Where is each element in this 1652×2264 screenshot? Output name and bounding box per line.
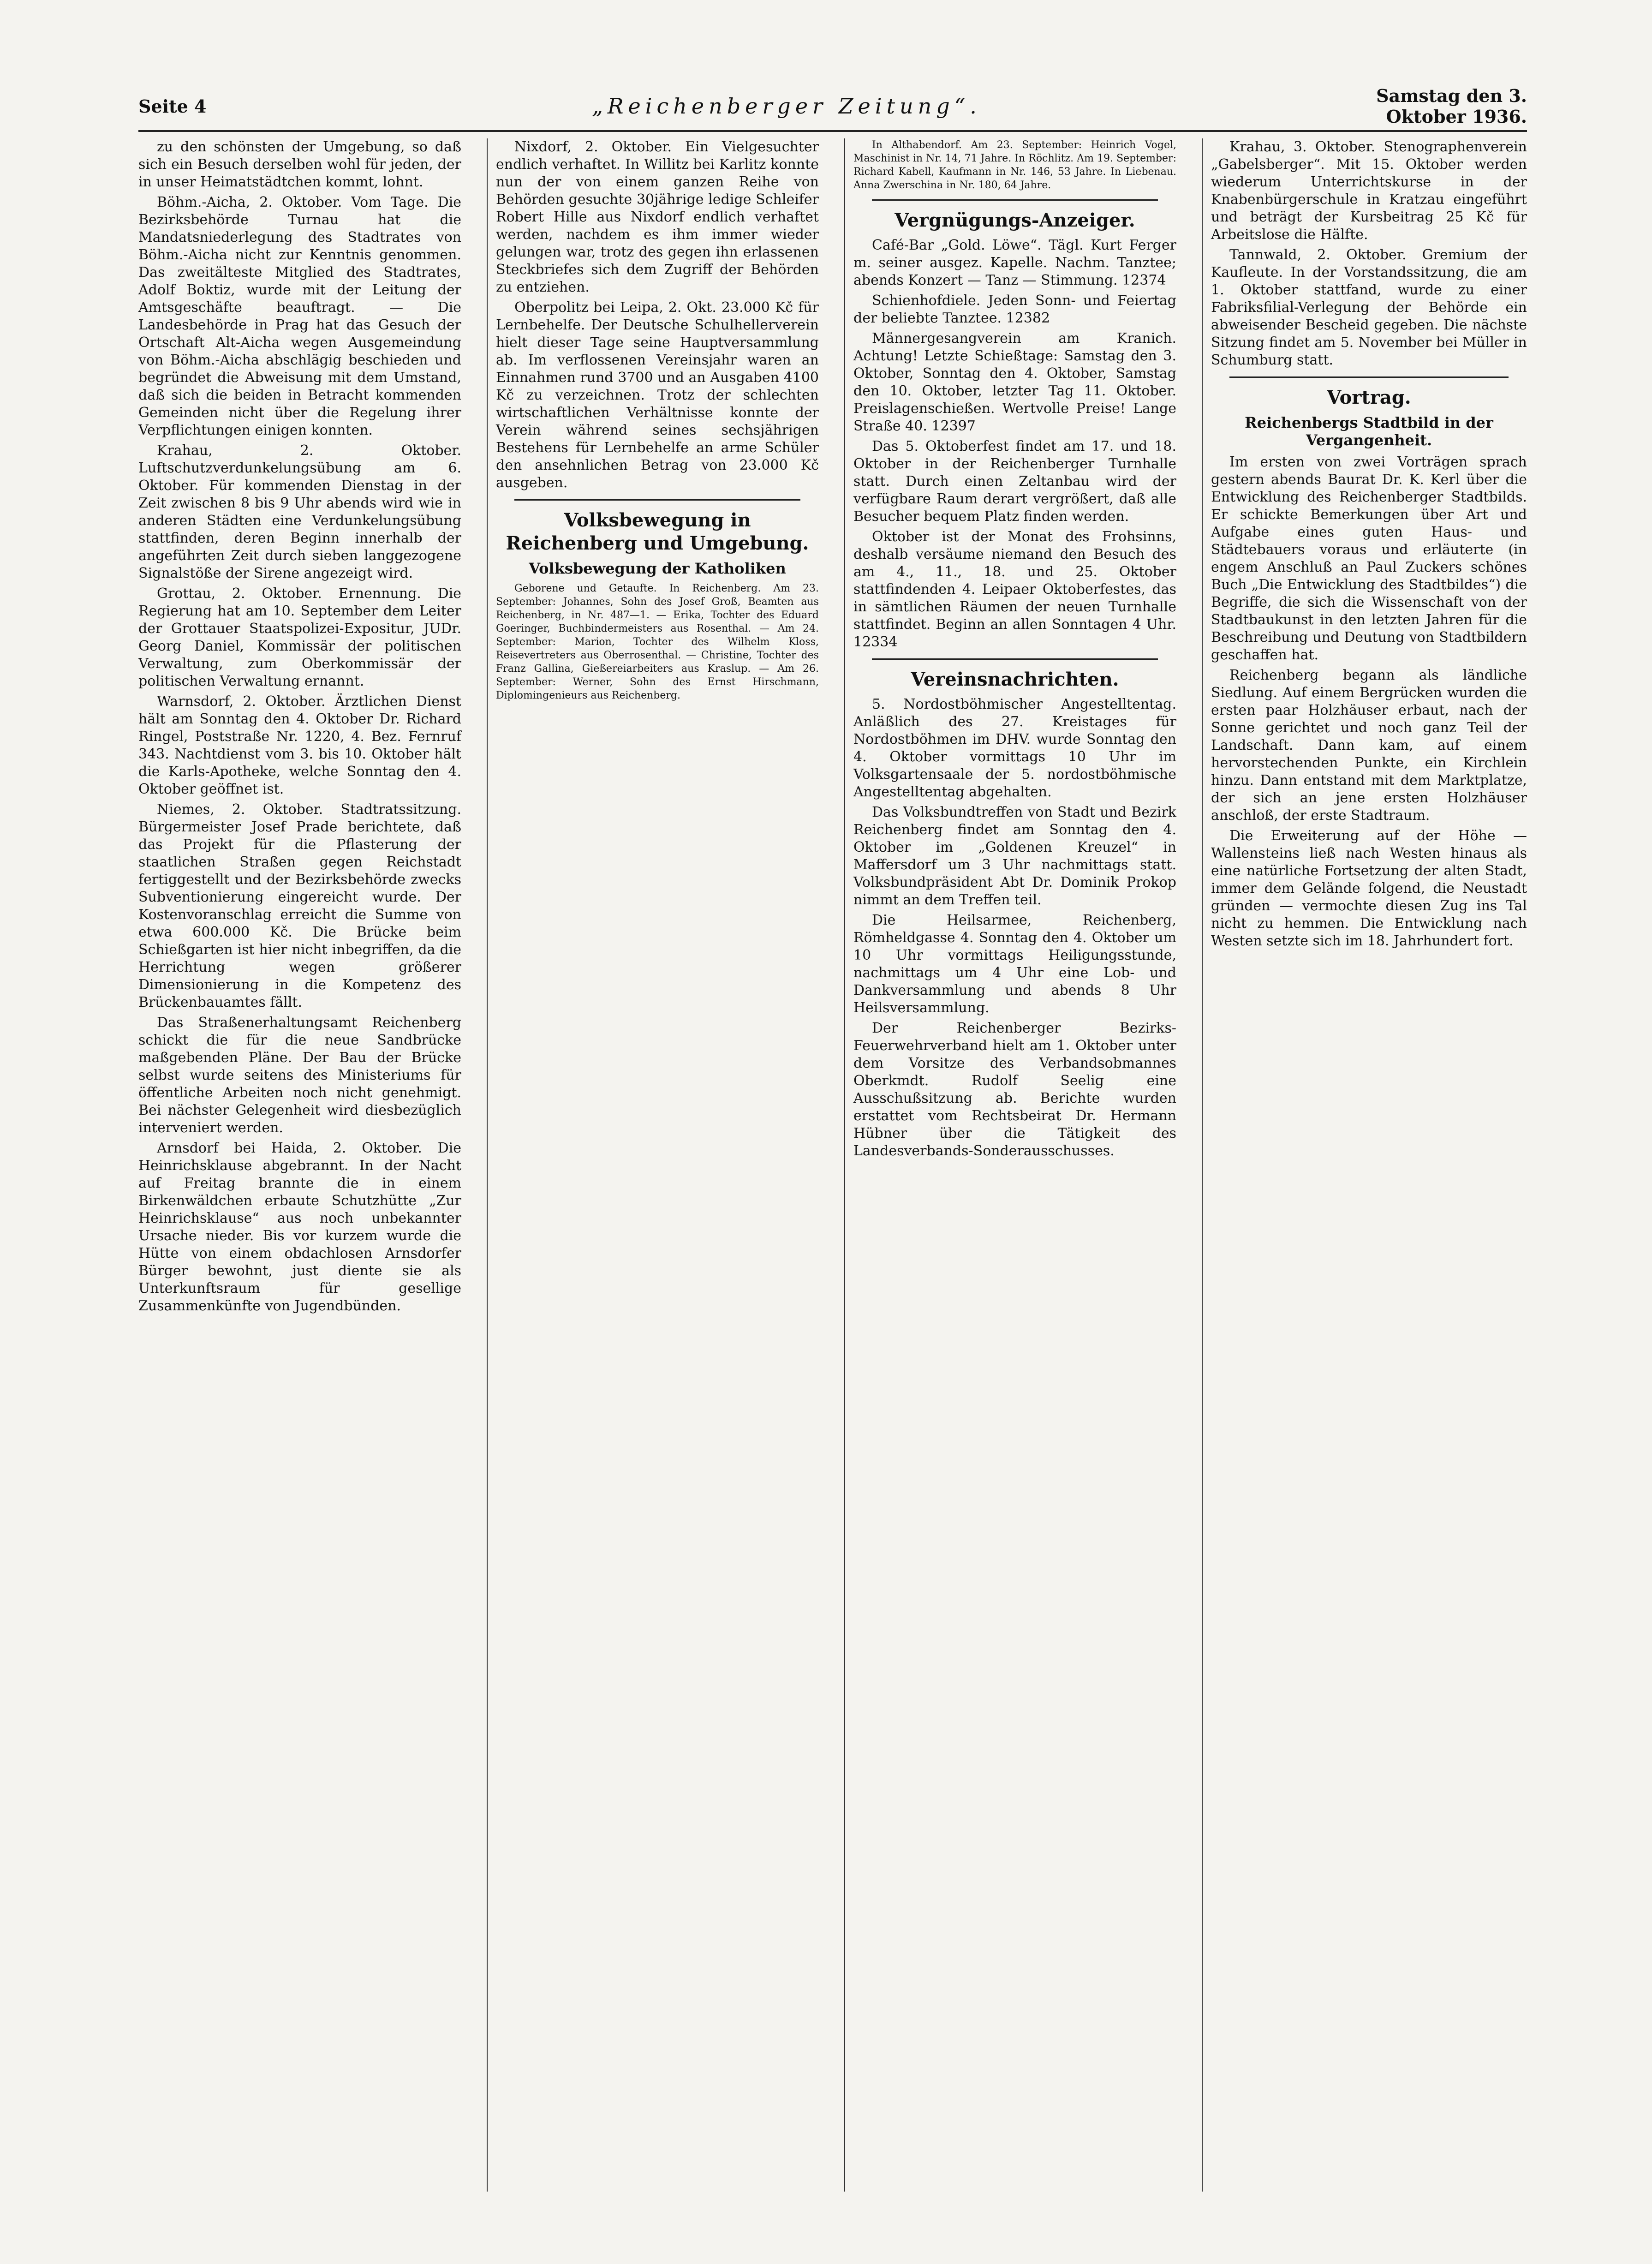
section-divider: [872, 658, 1158, 660]
article: Das Straßenerhaltungsamt Reichenberg schickt die für die neue Sandbrücke maßgebenden Pläne. Der Bau der Brücke selbst wurde seitens des Ministeriums für öffentliche Arbeiten noch nicht genehmigt. Bei nächster Gelegenheit wird diesbezüglich interveniert werden.: [138, 1015, 461, 1136]
vital-statistics: Geborene und Getaufte. In Reichenberg. Am 23. September: Johannes, Sohn des Josef Groß, Beamten aus Reichenberg, in Nr. 487—1. — Erika, Tochter des Eduard Goeringer, Buchbindermeisters aus Rosenthal. — Am 24. September: Marion, Tochter des Wilhelm Kloss, Reisevertreters aus Oberrosenthal. — Christine, Tochter des Franz Gallina, Gießereiarbeiters aus Kraslup. — Am 26. September: Werner, Sohn des Ernst Hirschmann, Diplomingenieurs aus Reichenberg.: [496, 583, 819, 701]
section-divider: [872, 199, 1158, 201]
article: Der Reichenberger Bezirks-Feuerwehrverband hielt am 1. Oktober unter dem Vorsitze des Verbandsobmannes Oberkmdt. Rudolf Seelig eine Ausschußsitzung ab. Berichte wurden erstattet vom Rechtsbeirat Dr. Hermann Hübner über die Tätigkeit des Landesverbands-Sonderausschusses.: [853, 1020, 1176, 1159]
advertisement: Das 5. Oktoberfest findet am 17. und 18. Oktober in der Reichenberger Turnhalle statt. Durch einen Zeltanbau wird der verfügbare Raum derart vergrößert, daß alle Besucher bequem Platz finden werden.: [853, 438, 1176, 525]
advertisement: Schienhofdiele. Jeden Sonn- und Feiertag der beliebte Tanztee. 12382: [853, 293, 1176, 326]
article: Warnsdorf, 2. Oktober. Ärztlichen Dienst hält am Sonntag den 4. Oktober Dr. Richard Ringel, Poststraße Nr. 1220, 4. Bez. Fernruf 343. Nachtdienst vom 3. bis 10. Oktober hält die Karls-Apotheke, welche Sonntag den 4. Oktober geöffnet ist.: [138, 693, 461, 797]
issue-date: Samstag den 3. Oktober 1936.: [1376, 85, 1527, 127]
article: Nixdorf, 2. Oktober. Ein Vielgesuchter endlich verhaftet. In Willitz bei Karlitz konnte nun der von einem ganzen Reihe von Behörden gesuchte 30jährige ledige Schleifer Robert Hille aus Nixdorf endlich verhaftet werden, nachdem es ihm immer wieder gelungen war, trotz des gegen ihn erlassenen Steckbriefes sich dem Zugriff der Behörden zu entziehen.: [496, 139, 819, 295]
section-heading: Vereinsnachrichten.: [911, 669, 1119, 690]
column-divider: [487, 138, 488, 2192]
article: zu den schönsten der Umgebung, so daß sich ein Besuch derselben wohl für jeden, der in unser Heimatstädtchen kommt, lohnt.: [138, 139, 461, 190]
article: Niemes, 2. Oktober. Stadtratssitzung. Bürgermeister Josef Prade berichtete, daß das Projekt für die Pflasterung der staatlichen Straßen gegen Reichstadt fertiggestellt und der Bezirksbehörde zwecks Subventionierung eingereicht wurde. Der Kostenvoranschlag erreicht die Summe von etwa 600.000 Kč. Die Brücke beim Schießgarten ist hier nicht inbegriffen, da die Herrichtung wegen größerer Dimensionierung in die Kompetenz des Brückenbauamtes fällt.: [138, 801, 461, 1010]
column-2: [496, 138, 819, 705]
advertisement: Männergesangverein am Kranich. Achtung! Letzte Schießtage: Samstag den 3. Oktober, Sonntag den 4. Oktober, Samstag den 10. Oktober, letzter Tag 11. Oktober. Preislagenschießen. Wertvolle Preise! Lange Straße 40. 12397: [853, 330, 1176, 434]
column-3: [853, 138, 1176, 1163]
section-heading: Vortrag.: [1327, 387, 1411, 408]
article: Böhm.-Aicha, 2. Oktober. Vom Tage. Die Bezirksbehörde Turnau hat die Mandatsniederlegung des Stadtrates von Böhm.-Aicha nicht zur Kenntnis genommen. Das zweitälteste Mitglied des Stadtrates, Adolf Boktiz, wurde mit der Leitung der Amtsgeschäfte beauftragt. — Die Landesbehörde in Prag hat das Gesuch der Ortschaft Alt-Aicha wegen Ausgemeindung von Böhm.-Aicha abschlägig beschieden und begründet die Abweisung mit dem Umstand, daß sich die beiden in Betracht kommenden Gemeinden nicht über die Regelung ihrer Verpflichtungen einigen konnten.: [138, 194, 461, 438]
section-heading: Volksbewegung in Reichenberg und Umgebung.: [506, 509, 809, 554]
section-divider: [1229, 376, 1509, 378]
page-number: Seite 4: [138, 96, 207, 117]
article: Grottau, 2. Oktober. Ernennung. Die Regierung hat am 10. September dem Leiter der Grottauer Staatspolizei-Expositur, JUDr. Georg Daniel, Kommissär der politischen Verwaltung, zum Oberkommissär der politischen Verwaltung ernannt.: [138, 585, 461, 689]
article: Arnsdorf bei Haida, 2. Oktober. Die Heinrichsklause abgebrannt. In der Nacht auf Freitag brannte die in einem Birkenwäldchen erbaute Schutzhütte „Zur Heinrichsklause“ aus noch unbekannter Ursache nieder. Bis vor kurzem wurde die Hütte von einem obdachlosen Arnsdorfer Bürger bewohnt, just diente sie als Unterkunftsraum für gesellige Zusammenkünfte von Jugendbünden.: [138, 1140, 461, 1314]
page-header: [138, 85, 1527, 127]
article: Oberpolitz bei Leipa, 2. Okt. 23.000 Kč für Lernbehelfe. Der Deutsche Schulhellerverein hielt dieser Tage seine Hauptversammlung ab. Im verflossenen Vereinsjahr waren an Einnahmen rund 3700 und an Ausgaben 4100 Kč zu verzeichnen. Trotz der schlechten wirtschaftlichen Verhältnisse konnte der Verein während seines sechsjährigen Bestehens für Lernbehelfe an arme Schüler den ansehnlichen Betrag von 23.000 Kč ausgeben.: [496, 299, 819, 491]
article: Die Erweiterung auf der Höhe — Wallensteins ließ nach Westen hinaus als eine natürliche Fortsetzung der alten Stadt, immer dem Gelände folgend, die Neustadt gründen — vermochte diesen Zug ins Tal nicht zu hemmen. Die Entwicklung nach Westen setzte sich im 18. Jahrhundert fort.: [1211, 828, 1527, 949]
advertisement: Café-Bar „Gold. Löwe“. Tägl. Kurt Ferger m. seiner ausgez. Kapelle. Nachm. Tanztee; abends Konzert — Tanz — Stimmung. 12374: [853, 237, 1176, 288]
section-heading: Vergnügungs-Anzeiger.: [895, 209, 1135, 231]
header-rule: [138, 130, 1527, 132]
article: Reichenberg begann als ländliche Siedlung. Auf einem Bergrücken wurden die ersten paar Holzhäuser erbaut, nach der Sonne gerichtet und noch ganz Teil der Landschaft. Dann kam, auf einem hervorstechenden Punkte, ein Kirchlein hinzu. Dann entstand mit dem Marktplatze, der sich an jene ersten Holzhäuser anschloß, der erste Stadtraum.: [1211, 667, 1527, 824]
advertisement: Oktober ist der Monat des Frohsinns, deshalb versäume niemand den Besuch des am 4., 11., 18. und 25. Oktober stattfindenden 4. Leipaer Oktoberfestes, das in sämtlichen Räumen der neuen Turnhalle stattfindet. Beginn an allen Sonntagen 4 Uhr. 12334: [853, 529, 1176, 650]
article: Tannwald, 2. Oktober. Gremium der Kaufleute. In der Vorstandssitzung, die am 1. Oktober stattfand, wurde zu einer Fabriksfilial-Verlegung der Behörde ein abweisender Bescheid gegeben. Die nächste Sitzung findet am 5. November bei Müller in Schumburg statt.: [1211, 247, 1527, 368]
article: Die Heilsarmee, Reichenberg, Römheldgasse 4. Sonntag den 4. Oktober um 10 Uhr vormittags Heiligungsstunde, nachmittags um 4 Uhr eine Lob- und Dankversammlung und abends 8 Uhr Heilsversammlung.: [853, 912, 1176, 1016]
article: Krahau, 2. Oktober. Luftschutzverdunkelungsübung am 6. Oktober. Für kommenden Dienstag in der Zeit zwischen 8 bis 9 Uhr abends wird wie in anderen Städten eine Verdunkelungsübung stattfinden, deren Beginn innerhalb der angeführten Zeit durch sieben langgezogene Signalstöße der Sirene angezeigt wird.: [138, 442, 461, 581]
column-divider: [1202, 138, 1203, 2192]
newspaper-title: „Reichenberger Zeitung“.: [592, 94, 981, 119]
article: Im ersten von zwei Vorträgen sprach gestern abends Baurat Dr. K. Kerl über die Entwicklung des Reichenberger Stadtbilds. Er schickte Bemerkungen über Art und Aufgabe eines guten Haus- und Städtebauers voraus und erläuterte (in engem Anschluß an Paul Zuckers schönes Buch „Die Entwicklung des Stadtbildes“) die Begriffe, die sich die Wissenschaft von der Stadtbaukunst in den letzten Jahren für die Beschreibung und Deutung von Stadtbildern geschaffen hat.: [1211, 454, 1527, 663]
column-divider: [844, 138, 845, 2192]
column-4: [1211, 138, 1527, 953]
column-1: [138, 138, 461, 1318]
section-divider: [514, 499, 800, 501]
article: Das Volksbundtreffen von Stadt und Bezirk Reichenberg findet am Sonntag den 4. Oktober im „Goldenen Kreuzel“ in Maffersdorf um 3 Uhr nachmittags statt. Volksbundpräsident Abt Dr. Dominik Prokop nimmt an dem Treffen teil.: [853, 804, 1176, 908]
article: Krahau, 3. Oktober. Stenographenverein „Gabelsberger“. Mit 15. Oktober werden wiederum Unterrichtskurse in der Knabenbürgerschule in Kratzau eingeführt und beträgt der Kursbeitrag 25 Kč für Arbeitslose die Hälfte.: [1211, 139, 1527, 243]
section-subheading: Volksbewegung der Katholiken: [529, 560, 786, 577]
article: 5. Nordostböhmischer Angestelltentag. Anläßlich des 27. Kreistages für Nordostböhmen im DHV. wurde Sonntag den 4. Oktober vormittags 10 Uhr im Volksgartensaale der 5. nordostböhmische Angestelltentag abgehalten.: [853, 696, 1176, 800]
vital-statistics: In Althabendorf. Am 23. September: Heinrich Vogel, Maschinist in Nr. 14, 71 Jahre. In Röchlitz. Am 19. September: Richard Kabell, Kaufmann in Nr. 146, 53 Jahre. In Liebenau. Anna Zwerschina in Nr. 180, 64 Jahre.: [853, 139, 1176, 191]
section-subheading: Reichenbergs Stadtbild in der Vergangenheit.: [1245, 414, 1493, 449]
